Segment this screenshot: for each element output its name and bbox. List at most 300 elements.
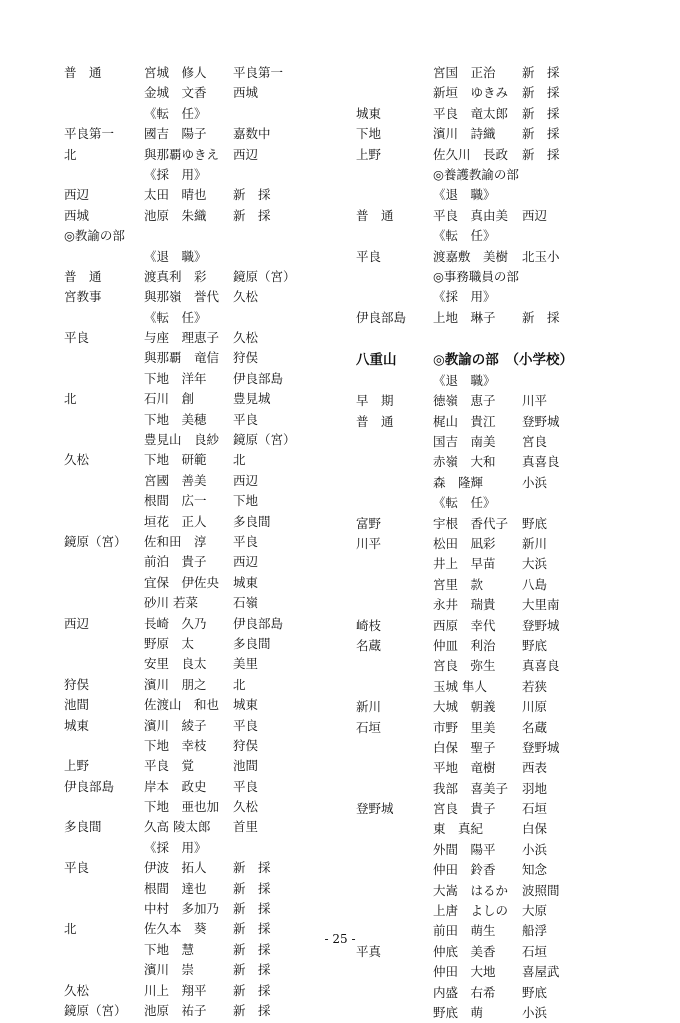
personnel-row: [356, 452, 656, 472]
person-name: 池原 朱織: [144, 207, 207, 223]
person-name: 安里 良太: [144, 656, 207, 672]
school-name: 大原: [522, 903, 548, 919]
person-name: ◎事務職員の部: [433, 268, 519, 284]
school-name: 西辺: [233, 146, 259, 162]
personnel-row: [64, 695, 354, 715]
region-label: 下地: [356, 126, 382, 142]
person-name: 佐渡山 和也: [144, 697, 220, 713]
region-label: 川平: [356, 535, 382, 551]
personnel-row: [64, 104, 354, 124]
school-name: 城東: [233, 574, 259, 590]
person-name: 金城 文香: [144, 85, 207, 101]
region-label: 西辺: [64, 187, 90, 203]
school-name: 下地: [233, 493, 259, 509]
person-name: 上地 琳子: [433, 309, 496, 325]
person-name: 宮国 正治: [433, 65, 496, 80]
region-label: 北: [64, 146, 77, 162]
region-label: 城東: [64, 717, 90, 733]
school-name: 北玉小: [522, 248, 560, 264]
person-name: 《採 用》: [144, 839, 207, 855]
personnel-row: [64, 430, 354, 450]
personnel-row: [356, 391, 656, 411]
person-name: 野原 太: [144, 635, 195, 651]
person-name: 渡嘉敷 美樹: [433, 248, 509, 264]
personnel-row: [64, 797, 354, 817]
person-name: 根間 広一: [144, 493, 207, 509]
person-name: 《退 職》: [144, 248, 207, 264]
personnel-row: [64, 654, 354, 674]
person-name: 《採 用》: [144, 166, 207, 182]
personnel-row: [64, 287, 354, 307]
region-label: ◎教諭の部: [64, 228, 125, 244]
school-name: 新川: [522, 535, 548, 551]
personnel-row: [356, 677, 656, 697]
person-name: ◎教諭の部 （小学校）: [433, 352, 574, 369]
person-name: 内盛 右希: [433, 984, 496, 1000]
school-name: 伊良部島: [233, 370, 284, 386]
person-name: 下地 研範: [144, 452, 207, 468]
school-name: 野底: [522, 984, 548, 1000]
personnel-row: [64, 1001, 354, 1021]
school-name: 新 採: [233, 982, 271, 998]
person-name: 平良 真由美: [433, 207, 509, 223]
person-name: 伊波 拓人: [144, 860, 207, 876]
person-name: 松田 凪彩: [433, 535, 496, 551]
person-name: 《退 職》: [433, 372, 496, 388]
person-name: 宜保 伊佐央: [144, 574, 220, 590]
person-name: 久高 陵太郎: [144, 819, 211, 835]
personnel-row: [356, 860, 656, 880]
region-label: 宮教事: [64, 289, 102, 305]
personnel-row: [356, 145, 656, 165]
person-name: 玉城 隼人: [433, 678, 487, 694]
school-name: 名蔵: [522, 719, 548, 735]
person-name: 池原 祐子: [144, 1002, 207, 1018]
person-name: 宮良 貴子: [433, 801, 496, 817]
school-name: 新 採: [233, 901, 271, 917]
school-name: 久松: [233, 289, 259, 305]
personnel-row: [64, 879, 354, 899]
school-name: 新 採: [233, 187, 271, 203]
region-label: 伊良部島: [64, 778, 115, 794]
personnel-row: [64, 267, 354, 287]
personnel-row: [64, 124, 354, 144]
school-name: 西表: [522, 760, 548, 776]
personnel-row: [356, 165, 656, 185]
personnel-row: [356, 881, 656, 901]
personnel-row: [64, 756, 354, 776]
personnel-row: [64, 63, 354, 83]
school-name: 野底: [522, 515, 548, 531]
person-name: 森 隆輝: [433, 474, 484, 490]
personnel-row: [356, 534, 656, 554]
school-name: 宮良: [522, 434, 548, 450]
school-name: 新 採: [233, 860, 271, 876]
person-name: 《採 用》: [433, 289, 496, 305]
region-label: 平良: [64, 860, 90, 876]
school-name: 久松: [233, 799, 259, 815]
school-name: 鏡原（宮）: [233, 432, 296, 448]
personnel-row: [64, 736, 354, 756]
region-label: 西辺: [64, 615, 90, 631]
personnel-row: [64, 573, 354, 593]
school-name: 西城: [233, 85, 259, 101]
personnel-row: [64, 369, 354, 389]
person-name: 砂川 若菜: [144, 595, 198, 611]
person-name: 前泊 貴子: [144, 554, 207, 570]
person-name: 前田 萌生: [433, 923, 496, 939]
school-name: 城東: [233, 697, 259, 713]
personnel-row: [64, 512, 354, 532]
person-name: 野底 萌: [433, 1004, 484, 1020]
school-name: 首里: [233, 819, 259, 835]
school-name: 新 採: [522, 126, 560, 142]
school-name: 小浜: [522, 841, 548, 857]
person-name: 宮里 款: [433, 576, 484, 592]
person-name: 川上 翔平: [144, 982, 207, 998]
school-name: 知念: [522, 862, 548, 878]
personnel-row: [64, 247, 354, 267]
left-column: [64, 63, 354, 1021]
region-label: 登野城: [356, 801, 394, 817]
person-name: 徳嶺 恵子: [433, 393, 496, 409]
personnel-row: [64, 226, 354, 246]
school-name: 新 採: [233, 880, 271, 896]
personnel-row: [356, 697, 656, 717]
region-label: 鏡原（宮）: [64, 1002, 127, 1018]
school-name: 西辺: [233, 472, 259, 488]
school-name: 石垣: [522, 943, 548, 959]
person-name: 梶山 貴江: [433, 413, 496, 429]
person-name: 宮城 修人: [144, 65, 207, 80]
person-name: 渡真利 彩: [144, 268, 207, 284]
school-name: 久松: [233, 330, 259, 346]
person-name: 平地 竜樹: [433, 760, 496, 776]
personnel-row: [64, 491, 354, 511]
school-name: 野底: [522, 637, 548, 653]
region-label: 平良: [356, 248, 382, 264]
personnel-row: [356, 616, 656, 636]
person-name: 石川 創: [144, 391, 195, 407]
person-name: 《転 任》: [144, 105, 207, 121]
person-name: 中村 多加乃: [144, 901, 220, 917]
school-name: 新 採: [522, 85, 560, 101]
personnel-row: [356, 779, 656, 799]
person-name: 平良 竜太郎: [433, 105, 509, 121]
personnel-row: [356, 226, 656, 246]
personnel-row: [64, 389, 354, 409]
personnel-row: [356, 328, 656, 348]
region-label: 池間: [64, 697, 90, 713]
school-name: 石垣: [522, 801, 548, 817]
school-name: 北: [233, 452, 246, 468]
personnel-row: [356, 799, 656, 819]
personnel-row: [356, 104, 656, 124]
person-name: 井上 早苗: [433, 556, 496, 572]
personnel-row: [356, 432, 656, 452]
region-label: 久松: [64, 982, 90, 998]
personnel-row: [64, 532, 354, 552]
person-name: 仲田 大地: [433, 964, 496, 980]
person-name: 我部 喜美子: [433, 780, 509, 796]
person-name: 上唐 よしの: [433, 903, 509, 919]
school-name: 真喜良: [522, 454, 560, 470]
person-name: 與那覇 竜信: [144, 350, 220, 366]
region-label: 城東: [356, 105, 382, 121]
person-name: 國吉 陽子: [144, 126, 207, 142]
school-name: 白保: [522, 821, 548, 837]
school-name: 川原: [522, 699, 548, 715]
school-name: 多良間: [233, 635, 271, 651]
person-name: 宇根 香代子: [433, 515, 509, 531]
person-name: 濱川 朋之: [144, 676, 207, 692]
region-label: 石垣: [356, 719, 382, 735]
region-label: 西城: [64, 207, 90, 223]
personnel-row: [356, 575, 656, 595]
person-name: 《転 任》: [433, 228, 496, 244]
school-name: 羽地: [522, 780, 548, 796]
person-name: 垣花 正人: [144, 513, 207, 529]
personnel-row: [64, 348, 354, 368]
personnel-row: [356, 124, 656, 144]
person-name: 与座 理恵子: [144, 330, 220, 346]
personnel-row: [356, 718, 656, 738]
personnel-row: [356, 901, 656, 921]
region-label: 伊良部島: [356, 309, 407, 325]
person-name: 西原 幸代: [433, 617, 496, 633]
region-label: 早 期: [356, 393, 394, 409]
school-name: 真喜良: [522, 658, 560, 674]
personnel-row: [64, 552, 354, 572]
school-name: 大浜: [522, 556, 548, 572]
personnel-row: [356, 840, 656, 860]
school-name: 新 採: [522, 309, 560, 325]
school-name: 新 採: [233, 1002, 271, 1018]
personnel-row: [356, 962, 656, 982]
person-name: 白保 聖子: [433, 739, 496, 755]
personnel-row: [64, 614, 354, 634]
region-label: 北: [64, 921, 77, 937]
region-label: 上野: [356, 146, 382, 162]
personnel-row: [356, 185, 656, 205]
personnel-row: [356, 595, 656, 615]
region-label: 狩俣: [64, 676, 90, 692]
region-label: 上野: [64, 758, 90, 774]
region-label: 鏡原（宮）: [64, 533, 127, 549]
school-name: 新 採: [233, 962, 271, 978]
school-name: 大里南: [522, 597, 560, 613]
person-name: 平良 覚: [144, 758, 195, 774]
personnel-row: [64, 858, 354, 878]
personnel-row: [64, 206, 354, 226]
person-name: 岸本 政史: [144, 778, 207, 794]
school-name: 嘉数中: [233, 126, 271, 142]
school-name: 新 採: [233, 941, 271, 957]
school-name: 狩俣: [233, 350, 259, 366]
personnel-row: [356, 656, 656, 676]
personnel-row: [64, 777, 354, 797]
personnel-row: [64, 410, 354, 430]
personnel-row: [64, 716, 354, 736]
school-name: 川平: [522, 393, 548, 409]
personnel-row: [356, 1003, 656, 1023]
personnel-row: [64, 899, 354, 919]
personnel-row: [64, 817, 354, 837]
person-name: 下地 慧: [144, 941, 195, 957]
person-name: 外間 陽平: [433, 841, 496, 857]
personnel-row: [356, 819, 656, 839]
personnel-row: [64, 634, 354, 654]
person-name: 濱川 綾子: [144, 717, 207, 733]
personnel-row: [64, 328, 354, 348]
person-name: 《転 任》: [433, 495, 496, 511]
school-name: 新 採: [522, 65, 560, 80]
personnel-row: [356, 350, 656, 370]
region-label: 平良第一: [64, 126, 115, 142]
personnel-row: [356, 514, 656, 534]
school-name: 新 採: [522, 146, 560, 162]
personnel-row: [64, 471, 354, 491]
person-name: 《退 職》: [433, 187, 496, 203]
personnel-row: [64, 145, 354, 165]
person-name: ◎養護教諭の部: [433, 166, 519, 182]
person-name: 豊見山 良紗: [144, 432, 220, 448]
school-name: 登野城: [522, 617, 560, 633]
school-name: 登野城: [522, 413, 560, 429]
personnel-row: [356, 371, 656, 391]
person-name: 下地 亜也加: [144, 799, 220, 815]
school-name: 平良: [233, 411, 259, 427]
school-name: 北: [233, 676, 246, 692]
page-number: - 25 -: [324, 932, 356, 946]
region-label: 八重山: [356, 352, 397, 369]
personnel-row: [356, 267, 656, 287]
school-name: 平良: [233, 778, 259, 794]
personnel-row: [64, 165, 354, 185]
school-name: 新 採: [233, 921, 271, 937]
person-name: 仲皿 利治: [433, 637, 496, 653]
personnel-row: [64, 185, 354, 205]
personnel-row: [356, 63, 656, 83]
person-name: 市野 里美: [433, 719, 496, 735]
school-name: 喜屋武: [522, 964, 560, 980]
person-name: 佐久本 葵: [144, 921, 207, 937]
school-name: 豊見城: [233, 391, 271, 407]
region-label: 北: [64, 391, 77, 407]
person-name: 濱川 詩織: [433, 126, 496, 142]
personnel-row: [356, 758, 656, 778]
person-name: 下地 美穂: [144, 411, 207, 427]
region-label: 普 通: [64, 268, 102, 284]
school-name: 若狭: [522, 678, 548, 694]
school-name: 伊良部島: [233, 615, 284, 631]
person-name: 国吉 南美: [433, 434, 496, 450]
school-name: 小浜: [522, 1004, 548, 1020]
person-name: 與那覇ゆきえ: [144, 146, 220, 162]
person-name: 東 真紀: [433, 821, 484, 837]
region-label: 平真: [356, 943, 382, 959]
person-name: 大嵩 はるか: [433, 882, 509, 898]
personnel-row: [64, 593, 354, 613]
school-name: 八島: [522, 576, 548, 592]
school-name: 平良第一: [233, 65, 284, 80]
region-label: 普 通: [356, 413, 394, 429]
region-label: 新川: [356, 699, 382, 715]
school-name: 多良間: [233, 513, 271, 529]
person-name: 永井 瑞貴: [433, 597, 496, 613]
personnel-row: [356, 206, 656, 226]
school-name: 池間: [233, 758, 259, 774]
personnel-row: [356, 247, 656, 267]
person-name: 仲底 美香: [433, 943, 496, 959]
personnel-row: [64, 675, 354, 695]
school-name: 登野城: [522, 739, 560, 755]
school-name: 石嶺: [233, 595, 259, 611]
personnel-row: [64, 838, 354, 858]
person-name: 佐和田 淳: [144, 533, 207, 549]
region-label: 普 通: [64, 65, 102, 80]
school-name: 新 採: [233, 207, 271, 223]
person-name: 宮國 善美: [144, 472, 207, 488]
person-name: 赤嶺 大和: [433, 454, 496, 470]
school-name: 鏡原（宮）: [233, 268, 296, 284]
personnel-row: [356, 412, 656, 432]
personnel-row: [356, 554, 656, 574]
person-name: 新垣 ゆきみ: [433, 85, 509, 101]
person-name: 《転 任》: [144, 309, 207, 325]
school-name: 西辺: [522, 207, 548, 223]
personnel-row: [356, 983, 656, 1003]
personnel-row: [64, 450, 354, 470]
school-name: 新 採: [522, 105, 560, 121]
person-name: 仲田 鈴香: [433, 862, 496, 878]
school-name: 平良: [233, 717, 259, 733]
person-name: 濱川 崇: [144, 962, 195, 978]
region-label: 普 通: [356, 207, 394, 223]
region-label: 平良: [64, 330, 90, 346]
personnel-row: [64, 83, 354, 103]
school-name: 平良: [233, 533, 259, 549]
personnel-row: [64, 981, 354, 1001]
region-label: 名蔵: [356, 637, 382, 653]
person-name: 佐久川 長政: [433, 146, 509, 162]
school-name: 西辺: [233, 554, 259, 570]
region-label: 富野: [356, 515, 382, 531]
school-name: 狩俣: [233, 737, 259, 753]
personnel-row: [64, 308, 354, 328]
school-name: 波照間: [522, 882, 560, 898]
personnel-row: [356, 308, 656, 328]
person-name: 與那嶺 誉代: [144, 289, 220, 305]
region-label: 崎枝: [356, 617, 382, 633]
school-name: 船浮: [522, 923, 548, 939]
person-name: 宮良 弥生: [433, 658, 496, 674]
region-label: 多良間: [64, 819, 102, 835]
region-label: 久松: [64, 452, 90, 468]
personnel-row: [356, 473, 656, 493]
person-name: 根間 達也: [144, 880, 207, 896]
person-name: 太田 晴也: [144, 187, 207, 203]
person-name: 下地 洋年: [144, 370, 207, 386]
person-name: 下地 幸枝: [144, 737, 207, 753]
right-column: [356, 63, 656, 1023]
school-name: 小浜: [522, 474, 548, 490]
person-name: 大城 朝義: [433, 699, 496, 715]
personnel-row: [356, 738, 656, 758]
personnel-row: [356, 636, 656, 656]
school-name: 美里: [233, 656, 259, 672]
personnel-row: [356, 287, 656, 307]
